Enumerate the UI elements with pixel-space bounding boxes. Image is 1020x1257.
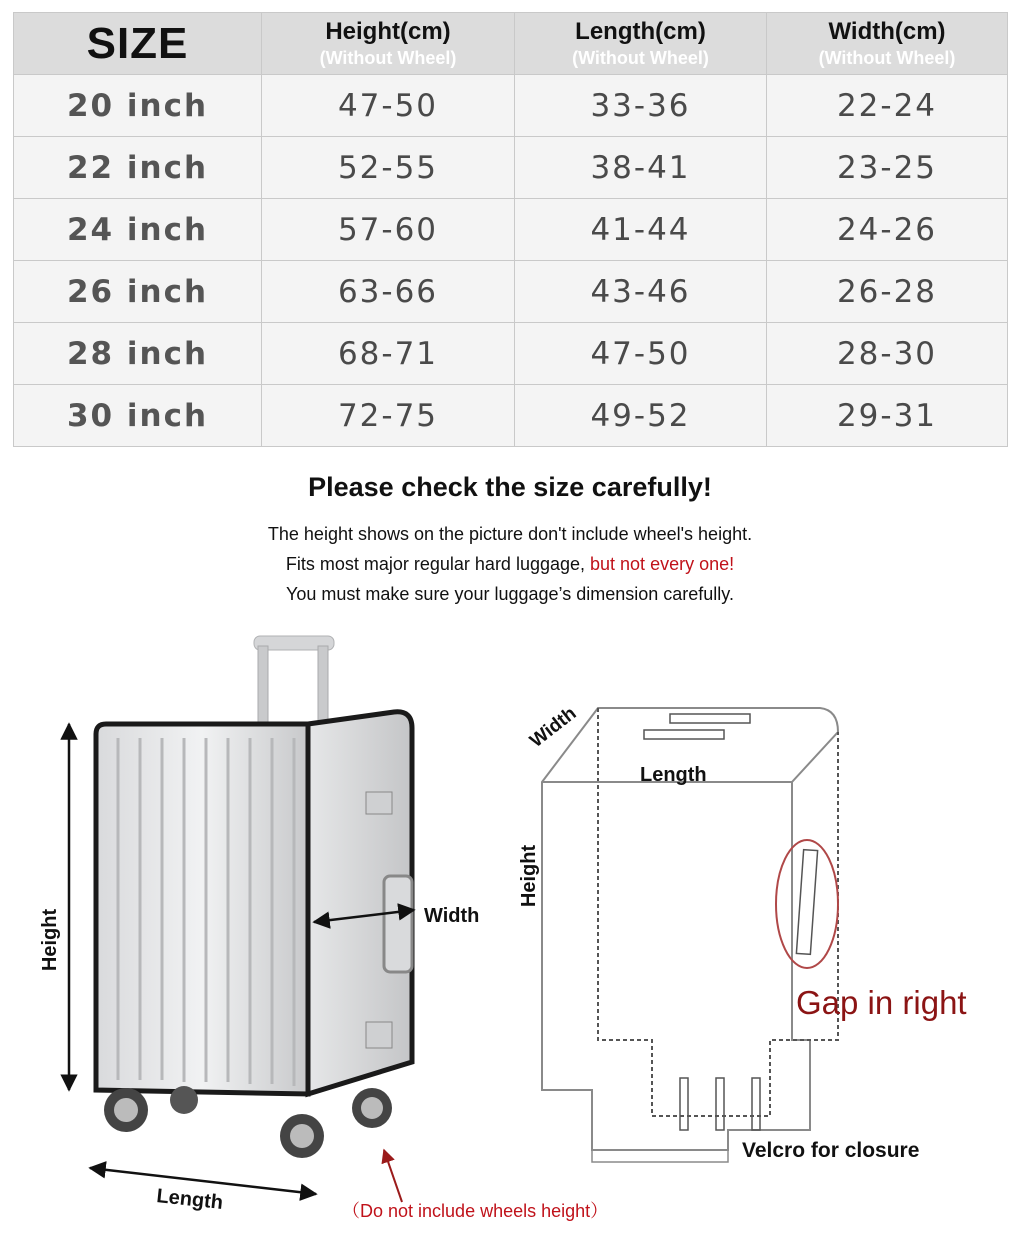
cell-size: 22 inch — [14, 137, 262, 199]
suitcase-illustration — [39, 636, 608, 1221]
table-row — [14, 75, 1008, 137]
cell-size: 20 inch — [14, 75, 262, 137]
note-line-2 — [0, 554, 1020, 575]
cell-length: 41-44 — [515, 199, 767, 261]
cell-height: 68-71 — [262, 323, 515, 385]
cell-width: 23-25 — [767, 137, 1008, 199]
cover-top-slot — [644, 730, 724, 739]
cell-length: 47-50 — [515, 323, 767, 385]
suitcase-width-label: Width — [424, 905, 480, 927]
suitcase-lock-bottom — [366, 1022, 392, 1048]
cell-size: 28 inch — [14, 323, 262, 385]
note-line-1: The height shows on the picture don't include wheel's height. — [267, 524, 753, 544]
table-row — [14, 199, 1008, 261]
header-length: Length(cm) (Without Wheel) — [515, 13, 767, 75]
gap-label: Gap in right — [796, 984, 967, 1021]
cell-width: 26-28 — [767, 261, 1008, 323]
notes-title: Please check the size carefully! — [308, 472, 712, 502]
suitcase-lock-top — [366, 792, 392, 814]
velcro-strip — [680, 1078, 688, 1130]
header-height: Height(cm) (Without Wheel) — [262, 13, 515, 75]
suitcase-front — [96, 724, 308, 1094]
cell-width: 22-24 — [767, 75, 1008, 137]
wheel — [170, 1086, 198, 1114]
cell-height: 72-75 — [262, 385, 515, 447]
gap-highlight-circle — [776, 840, 838, 968]
cover-width-label: Width — [526, 703, 581, 752]
cover-dashed-outline — [598, 708, 838, 1116]
velcro-label: Velcro for closure — [742, 1139, 920, 1162]
cover-diagram — [518, 703, 967, 1162]
note-line-2-highlight: but not every one! — [590, 554, 735, 574]
wheels-note-arrow — [384, 1150, 402, 1202]
header-size: SIZE — [14, 13, 262, 75]
cover-height-label: Height — [518, 844, 540, 908]
note-line-3: You must make sure your luggage’s dimension carefully. — [286, 584, 734, 604]
wheels-note: （Do not include wheels height） — [342, 1201, 609, 1221]
velcro-strip — [716, 1078, 724, 1130]
cover-length-label: Length — [640, 764, 707, 786]
cell-height: 52-55 — [262, 137, 515, 199]
cell-width: 28-30 — [767, 323, 1008, 385]
size-table — [13, 12, 1008, 447]
cell-height: 47-50 — [262, 75, 515, 137]
cell-length: 33-36 — [515, 75, 767, 137]
cell-length: 43-46 — [515, 261, 767, 323]
suitcase-wheels — [104, 1086, 392, 1158]
cell-length: 49-52 — [515, 385, 767, 447]
suitcase-side-handle — [384, 876, 412, 972]
velcro-flap — [592, 1150, 728, 1162]
suitcase-length-label: Length — [155, 1185, 225, 1214]
cell-length: 38-41 — [515, 137, 767, 199]
cell-size: 26 inch — [14, 261, 262, 323]
velcro-strip — [752, 1078, 760, 1130]
table-row — [14, 261, 1008, 323]
cell-height: 63-66 — [262, 261, 515, 323]
suitcase-height-label: Height — [39, 908, 61, 972]
table-header-row — [14, 13, 1008, 75]
cell-size: 24 inch — [14, 199, 262, 261]
cell-width: 24-26 — [767, 199, 1008, 261]
note-line-2-text: Fits most major regular hard luggage, — [285, 554, 591, 574]
table-row — [14, 385, 1008, 447]
header-width: Width(cm) (Without Wheel) — [767, 13, 1008, 75]
dimension-diagrams — [0, 620, 1020, 1257]
table-row — [14, 323, 1008, 385]
cover-top-slot — [670, 714, 750, 723]
table-row — [14, 137, 1008, 199]
cell-size: 30 inch — [14, 385, 262, 447]
gap-slot — [796, 850, 817, 955]
cell-height: 57-60 — [262, 199, 515, 261]
cell-width: 29-31 — [767, 385, 1008, 447]
